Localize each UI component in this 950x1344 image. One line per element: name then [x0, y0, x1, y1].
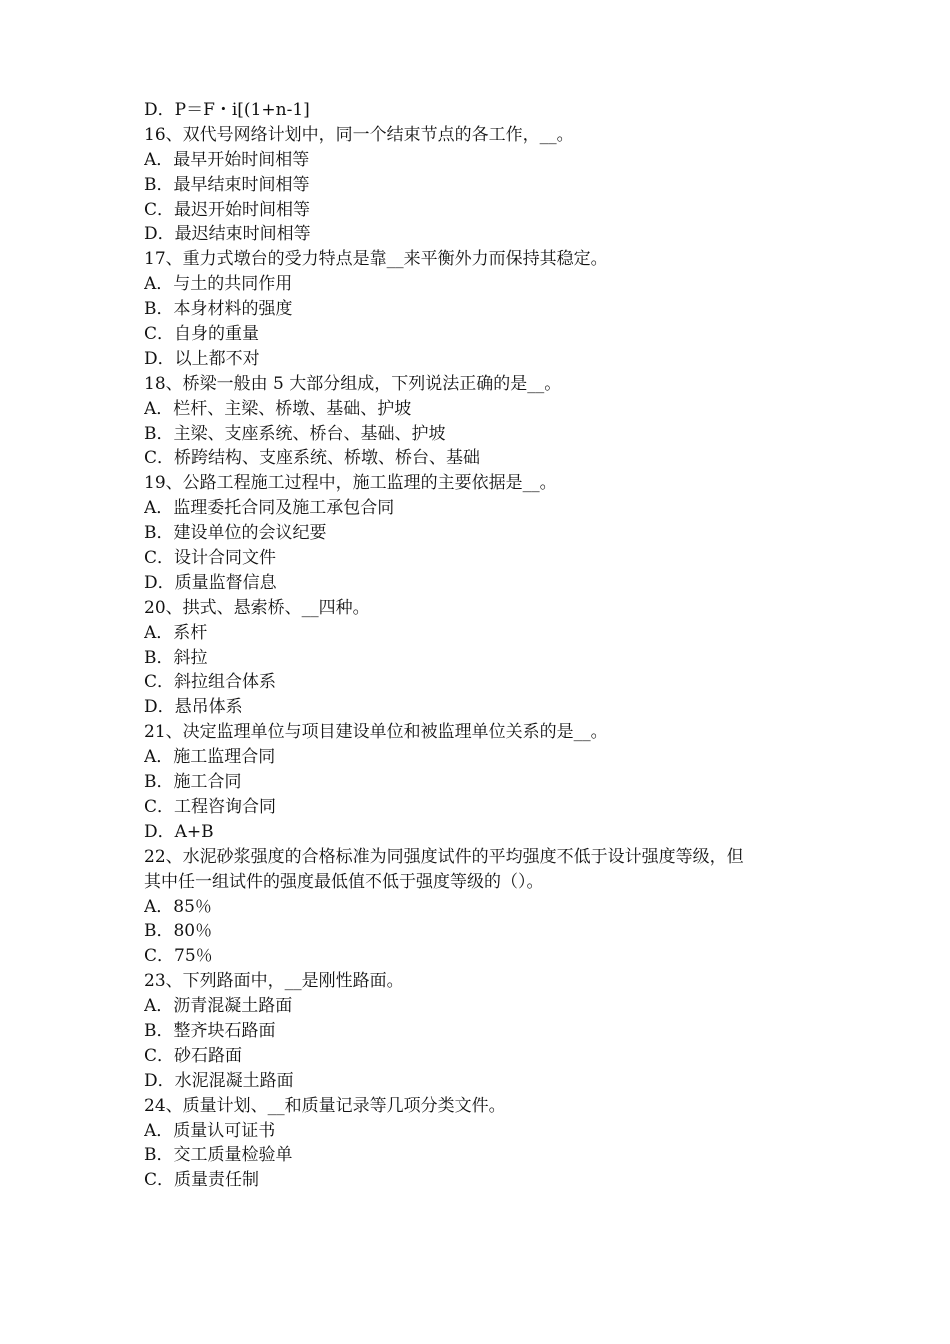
option-line: B．交工质量检验单 — [144, 1145, 293, 1166]
option-line: C．设计合同文件 — [144, 548, 277, 569]
document-page — [144, 98, 814, 1193]
option-line: C．75％ — [144, 946, 213, 967]
option-line: C．自身的重量 — [144, 324, 260, 345]
option-line: D．质量监督信息 — [144, 572, 277, 593]
option-line: D．最迟结束时间相等 — [144, 224, 311, 245]
option-line: C．最迟开始时间相等 — [144, 199, 311, 220]
question-line: 23、下列路面中，__是刚性路面。 — [144, 971, 404, 992]
option-line: B．本身材料的强度 — [144, 299, 293, 320]
option-line: A．监理委托合同及施工承包合同 — [144, 498, 395, 519]
option-line: A．最早开始时间相等 — [144, 149, 310, 170]
option-line: A．系杆 — [144, 622, 208, 643]
option-line: C．桥跨结构、支座系统、桥墩、桥台、基础 — [144, 448, 481, 469]
option-line: D．以上都不对 — [144, 348, 260, 369]
question-line: 22、水泥砂浆强度的合格标准为同强度试件的平均强度不低于设计强度等级，但 — [144, 846, 744, 867]
text-line: D．P＝F・i[(1+n-1] — [144, 100, 310, 120]
option-line: B．整齐块石路面 — [144, 1020, 276, 1041]
option-line: A．栏杆、主梁、桥墩、基础、护坡 — [144, 398, 412, 419]
option-line: D．水泥混凝土路面 — [144, 1070, 294, 1091]
question-line-continued: 其中任一组试件的强度最低值不低于强度等级的（）。 — [144, 871, 544, 892]
question-line: 17、重力式墩台的受力特点是靠__来平衡外力而保持其稳定。 — [144, 249, 608, 270]
option-line: A．85％ — [144, 896, 212, 917]
question-line: 19、公路工程施工过程中，施工监理的主要依据是__。 — [144, 473, 557, 494]
option-line: C．质量责任制 — [144, 1170, 260, 1191]
question-line: 18、桥梁一般由 5 大部分组成，下列说法正确的是__。 — [144, 373, 562, 394]
option-line: B．最早结束时间相等 — [144, 174, 310, 195]
option-line: B．80％ — [144, 921, 213, 942]
option-line: D．A+B — [144, 821, 214, 842]
option-line: A．与土的共同作用 — [144, 274, 293, 295]
option-line: C．工程咨询合同 — [144, 796, 277, 817]
option-line: B．施工合同 — [144, 772, 242, 793]
option-line: D．悬吊体系 — [144, 697, 243, 718]
option-line: A．质量认可证书 — [144, 1120, 276, 1141]
option-line: B．主梁、支座系统、桥台、基础、护坡 — [144, 423, 446, 444]
question-line: 20、拱式、悬索桥、__四种。 — [144, 597, 370, 618]
option-line: B．斜拉 — [144, 647, 208, 668]
option-line: C．砂石路面 — [144, 1045, 243, 1066]
option-line: A．沥青混凝土路面 — [144, 996, 293, 1017]
question-line: 24、质量计划、__和质量记录等几项分类文件。 — [144, 1095, 506, 1116]
option-line: B．建设单位的会议纪要 — [144, 523, 327, 544]
option-line: C．斜拉组合体系 — [144, 672, 277, 693]
option-line: A．施工监理合同 — [144, 747, 276, 768]
question-line: 16、双代号网络计划中，同一个结束节点的各工作，__。 — [144, 124, 574, 145]
question-line: 21、决定监理单位与项目建设单位和被监理单位关系的是__。 — [144, 722, 608, 743]
